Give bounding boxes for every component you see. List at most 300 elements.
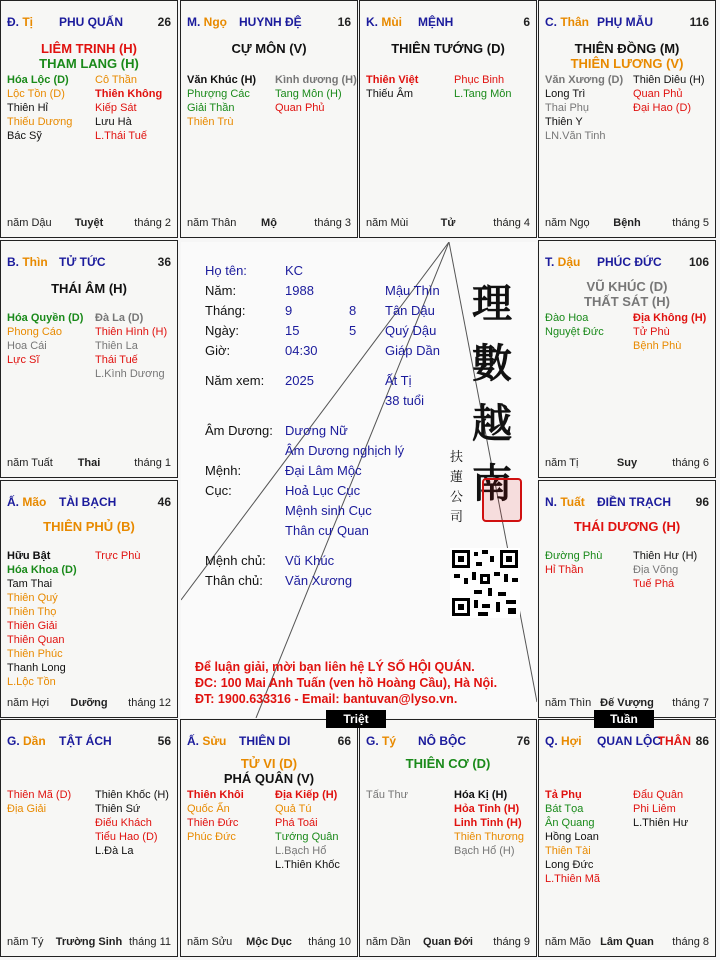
main-star: THIÊN LƯƠNG (V) bbox=[570, 56, 684, 71]
minor-star: L.Tang Môn bbox=[454, 88, 512, 100]
palace-branch bbox=[545, 734, 582, 748]
minor-star: Thái Tuế bbox=[95, 354, 138, 366]
minor-star: Linh Tinh (H) bbox=[454, 817, 522, 829]
year-can: Mậu Thìn bbox=[385, 283, 440, 298]
palace-year: năm Mão bbox=[545, 936, 591, 948]
palace-header bbox=[545, 734, 709, 750]
hour-label: Giờ: bbox=[205, 343, 231, 358]
palace-header bbox=[187, 15, 351, 31]
minor-star: Thiên Không bbox=[95, 88, 163, 100]
palace-month: tháng 6 bbox=[672, 457, 709, 469]
minor-star: Tam Thai bbox=[7, 578, 53, 590]
minor-star: Cô Thần bbox=[95, 74, 137, 86]
minor-star: L.Kình Dương bbox=[95, 368, 165, 380]
minor-star: Tang Môn (H) bbox=[275, 88, 342, 100]
palace-header bbox=[545, 15, 709, 31]
minor-stars-left bbox=[7, 549, 77, 689]
palace-name: PHỤ MẪU bbox=[597, 15, 653, 29]
than-chu-value: Văn Xương bbox=[285, 573, 353, 588]
minor-star: Đẩu Quân bbox=[633, 789, 684, 801]
day-lunar: 5 bbox=[349, 323, 357, 338]
triet-tag: Triệt bbox=[326, 710, 386, 728]
minor-star: Thiên Thọ bbox=[7, 606, 57, 618]
minor-star: Bác Sỹ bbox=[7, 130, 42, 142]
palace-branch bbox=[7, 495, 46, 509]
palace-stage: Dưỡng bbox=[70, 697, 108, 709]
palace-footer bbox=[187, 936, 351, 950]
minor-stars-right bbox=[95, 73, 162, 143]
palace-number: 76 bbox=[516, 734, 530, 748]
minor-stars-right bbox=[95, 549, 140, 563]
minor-star: Thiên Sứ bbox=[95, 803, 141, 815]
minor-star: Văn Khúc (H) bbox=[187, 74, 257, 86]
palace-month: tháng 4 bbox=[493, 217, 530, 229]
minor-star: Thiếu Dương bbox=[7, 116, 73, 128]
palace-header bbox=[7, 15, 171, 31]
palace-number: 116 bbox=[689, 15, 709, 29]
palace-number: 56 bbox=[157, 734, 171, 748]
palace-footer bbox=[545, 217, 709, 231]
branch-label: Đ. Tị bbox=[7, 15, 34, 29]
palace-branch bbox=[366, 15, 402, 29]
minor-stars-right bbox=[454, 73, 511, 101]
minor-star: Long Trì bbox=[545, 88, 586, 100]
cuc-value: Hoả Lục Cục bbox=[285, 483, 361, 498]
contact-line-3: ĐT: 1900.633316 - Email: bantuvan@lyso.vn. bbox=[195, 692, 458, 706]
palace-name: ĐIỀN TRẠCH bbox=[597, 495, 671, 509]
palace-header bbox=[7, 255, 171, 271]
minor-stars-left bbox=[187, 788, 244, 844]
minor-star: Trực Phù bbox=[95, 550, 141, 562]
minor-star: Kiếp Sát bbox=[95, 102, 137, 114]
menh-label: Mệnh: bbox=[205, 463, 242, 478]
palace-year: năm Tý bbox=[7, 936, 44, 948]
am-duong-note: Âm Dương nghịch lý bbox=[285, 443, 405, 458]
palace-branch bbox=[545, 15, 589, 29]
branch-label: G. Dần bbox=[7, 734, 46, 748]
palace-year: năm Hợi bbox=[7, 697, 50, 709]
palace-header bbox=[545, 255, 709, 271]
palace-footer bbox=[7, 217, 171, 231]
branch-label: Ấ. Mão bbox=[7, 495, 47, 509]
palace-month: tháng 1 bbox=[134, 457, 171, 469]
minor-star: Hoa Cái bbox=[7, 340, 47, 352]
minor-star: Tử Phù bbox=[633, 326, 670, 338]
palace-dan bbox=[0, 719, 178, 957]
minor-star: Hồng Loan bbox=[545, 831, 599, 843]
palace-suu bbox=[180, 719, 358, 957]
minor-star: L.Thiên Hư bbox=[633, 817, 689, 829]
main-star: THAM LANG (H) bbox=[39, 56, 139, 71]
minor-star: Nguyệt Đức bbox=[545, 326, 604, 338]
minor-star: Thiên Khôi bbox=[187, 789, 244, 801]
month-can: Tân Dậu bbox=[385, 303, 435, 318]
palace-stage: Quan Đới bbox=[423, 936, 473, 948]
palace-header bbox=[187, 734, 351, 750]
minor-star: Thiên Y bbox=[545, 116, 583, 128]
palace-year: năm Ngọ bbox=[545, 217, 590, 229]
main-star: THIÊN ĐỒNG (M) bbox=[574, 41, 680, 56]
branch-label: T. Dậu bbox=[545, 255, 581, 269]
main-star: LIÊM TRINH (H) bbox=[40, 41, 138, 56]
minor-star: Hữu Bật bbox=[7, 550, 51, 562]
palace-stage: Mộ bbox=[261, 217, 277, 229]
palace-stage: Thai bbox=[77, 457, 101, 469]
minor-star: Thiếu Âm bbox=[366, 88, 414, 100]
minor-star: Quốc Ấn bbox=[187, 803, 230, 815]
minor-star: Hóa Quyền (D) bbox=[7, 312, 84, 324]
minor-stars-left bbox=[7, 73, 72, 143]
main-star: PHÁ QUÂN (V) bbox=[223, 771, 315, 786]
minor-star: Hóa Khoa (D) bbox=[7, 564, 77, 576]
palace-number: 96 bbox=[695, 495, 709, 509]
minor-star: Thiên Quan bbox=[7, 634, 65, 646]
palace-stage: Tử bbox=[440, 217, 456, 229]
minor-star: Thiên Thương bbox=[454, 831, 525, 843]
palace-thin bbox=[0, 240, 178, 478]
palace-footer bbox=[7, 697, 171, 711]
minor-star: Quan Phủ bbox=[633, 88, 683, 100]
palace-branch bbox=[7, 255, 48, 269]
palace-ngo bbox=[180, 0, 358, 238]
branch-label: K. Mùi bbox=[366, 15, 403, 29]
main-star: TỬ VI (D) bbox=[240, 756, 298, 771]
minor-star: Bạch Hổ (H) bbox=[454, 845, 515, 857]
palace-number: 16 bbox=[337, 15, 351, 29]
minor-star: L.Thiên Mã bbox=[545, 873, 601, 885]
calligraphy-char-3: 越 bbox=[472, 400, 512, 447]
main-star: THIÊN CƠ (D) bbox=[405, 756, 491, 771]
minor-star: Văn Xương (D) bbox=[545, 74, 624, 86]
minor-star: Lộc Tồn (D) bbox=[7, 88, 65, 100]
palace-name: PHÚC ĐỨC bbox=[597, 255, 662, 269]
minor-stars-right bbox=[95, 788, 169, 858]
main-star: THẤT SÁT (H) bbox=[584, 294, 670, 309]
minor-star: Thiên Hình (H) bbox=[95, 326, 168, 338]
palace-header bbox=[7, 734, 171, 750]
minor-star: Lực Sĩ bbox=[7, 354, 40, 366]
minor-star: Thiên Hỉ bbox=[7, 102, 48, 114]
branch-label: Q. Hợi bbox=[545, 734, 582, 748]
minor-stars-left bbox=[545, 311, 604, 339]
palace-mui bbox=[359, 0, 537, 238]
palace-year: năm Mùi bbox=[366, 217, 409, 229]
palace-footer bbox=[7, 936, 171, 950]
day-can: Quý Dậu bbox=[385, 323, 437, 338]
minor-star: Tuế Phá bbox=[633, 578, 675, 590]
age: 38 tuổi bbox=[385, 393, 425, 408]
seal-char: 公 bbox=[450, 490, 464, 505]
hour-value: 04:30 bbox=[285, 343, 318, 358]
minor-star: Đào Hoa bbox=[545, 312, 589, 324]
minor-star: Thiên Diêu (H) bbox=[633, 74, 705, 86]
cuc-label: Cục: bbox=[205, 483, 232, 498]
palace-header bbox=[366, 15, 530, 31]
minor-star: Đường Phù bbox=[545, 550, 603, 562]
minor-star: Thai Phụ bbox=[545, 102, 590, 114]
seal-char: 蓮 bbox=[450, 470, 464, 485]
minor-star: Phúc Đức bbox=[187, 831, 236, 843]
minor-star: Hóa Lộc (D) bbox=[7, 74, 69, 86]
month-label: Tháng: bbox=[205, 303, 246, 318]
minor-stars-right bbox=[454, 788, 524, 858]
palace-name: PHU QUẤN bbox=[59, 15, 124, 29]
minor-star: Điếu Khách bbox=[95, 817, 152, 829]
palace-stage: Suy bbox=[616, 457, 638, 469]
palace-name: HUYNH ĐỆ bbox=[239, 15, 302, 29]
minor-star: Ân Quang bbox=[545, 817, 595, 829]
minor-stars-left bbox=[545, 549, 602, 577]
day-label: Ngày: bbox=[205, 323, 239, 338]
minor-star: Đại Hao (D) bbox=[633, 102, 692, 114]
palace-month: tháng 3 bbox=[314, 217, 351, 229]
palace-name: QUAN LỘC bbox=[597, 734, 661, 748]
minor-star: Lưu Hà bbox=[95, 116, 132, 128]
palace-footer bbox=[545, 697, 709, 711]
minor-stars-left bbox=[187, 73, 256, 129]
seal-char: 司 bbox=[450, 510, 464, 525]
palace-name: TẬT ÁCH bbox=[59, 734, 112, 748]
minor-star: L.Thiên Khốc bbox=[275, 859, 340, 871]
palace-ty bbox=[359, 719, 537, 957]
qr-code-icon[interactable] bbox=[450, 548, 520, 618]
palace-month: tháng 2 bbox=[134, 217, 171, 229]
palace-number: 6 bbox=[523, 15, 530, 29]
palace-name: MỆNH bbox=[418, 15, 454, 29]
minor-star: Thiên Hư (H) bbox=[633, 550, 698, 562]
palace-month: tháng 11 bbox=[128, 936, 171, 948]
palace-footer bbox=[366, 936, 530, 950]
am-duong-label: Âm Dương: bbox=[205, 423, 273, 438]
minor-stars-right bbox=[275, 73, 357, 115]
palace-year: năm Tuất bbox=[7, 457, 53, 469]
month-lunar: 8 bbox=[349, 303, 357, 318]
minor-star: Tiểu Hao (D) bbox=[95, 831, 158, 843]
minor-star: Thiên Việt bbox=[366, 74, 419, 86]
minor-star: Địa Không (H) bbox=[633, 312, 707, 324]
palace-branch bbox=[7, 734, 46, 748]
minor-star: Địa Võng bbox=[633, 564, 679, 576]
minor-star: Hỉ Thần bbox=[545, 564, 584, 576]
palace-name: NÔ BỘC bbox=[418, 734, 466, 748]
branch-label: Ấ. Sửu bbox=[187, 734, 227, 748]
year-label: Năm: bbox=[205, 283, 237, 298]
minor-star: Thiên Giải bbox=[7, 620, 58, 632]
palace-branch bbox=[545, 255, 580, 269]
name-value: KC bbox=[285, 263, 304, 278]
palace-name: THIÊN DI bbox=[239, 734, 291, 748]
calligraphy-char-2: 數 bbox=[472, 340, 512, 387]
minor-star: Hỏa Tinh (H) bbox=[454, 803, 520, 815]
minor-star: Quan Phủ bbox=[275, 102, 325, 114]
minor-star: Thiên La bbox=[95, 340, 138, 352]
main-star: THÁI DƯƠNG (H) bbox=[573, 519, 681, 534]
palace-number: 86 bbox=[695, 734, 709, 748]
menh-chu-label: Mệnh chủ: bbox=[205, 553, 266, 568]
branch-label: G. Tý bbox=[366, 734, 397, 748]
palace-month: tháng 7 bbox=[672, 697, 709, 709]
minor-star: L.Lộc Tồn bbox=[7, 676, 56, 688]
minor-star: Tướng Quân bbox=[275, 831, 339, 843]
minor-star: Phá Toái bbox=[275, 817, 318, 829]
am-duong-value: Dương Nữ bbox=[285, 423, 348, 438]
palace-branch bbox=[187, 15, 227, 29]
palace-stage: Đế Vượng bbox=[600, 697, 654, 709]
palace-month: tháng 8 bbox=[672, 936, 709, 948]
palace-name: TÀI BẠCH bbox=[59, 495, 117, 509]
minor-star: Địa Giải bbox=[7, 803, 47, 815]
minor-star: Thiên Trù bbox=[187, 116, 234, 128]
minor-star: Thiên Mã (D) bbox=[7, 789, 72, 801]
minor-stars-left bbox=[545, 73, 623, 143]
palace-month: tháng 10 bbox=[308, 936, 351, 948]
palace-footer bbox=[545, 936, 709, 950]
palace-header bbox=[7, 495, 171, 511]
palace-ti bbox=[0, 0, 178, 238]
minor-star: Thiên Đức bbox=[187, 817, 239, 829]
palace-than bbox=[538, 0, 716, 238]
minor-star: Hóa Kị (H) bbox=[454, 789, 508, 801]
palace-stage: Tuyệt bbox=[74, 217, 104, 229]
contact-line-1: Để luận giải, mời bạn liên hệ LÝ SỐ HỘI QUÁN. bbox=[195, 660, 475, 674]
than-marker: THÂN bbox=[657, 734, 691, 748]
minor-star: Thiên Tài bbox=[545, 845, 591, 857]
palace-number: 66 bbox=[337, 734, 351, 748]
palace-year: năm Dậu bbox=[7, 217, 52, 229]
minor-stars-right bbox=[633, 73, 705, 115]
minor-stars-right bbox=[633, 311, 706, 353]
minor-star: Tấu Thư bbox=[366, 789, 409, 801]
main-star: THIÊN TƯỚNG (D) bbox=[391, 41, 505, 56]
minor-star: Bệnh Phù bbox=[633, 340, 682, 352]
menh-chu-value: Vũ Khúc bbox=[285, 553, 335, 568]
minor-star: L.Đà La bbox=[95, 845, 134, 857]
palace-month: tháng 9 bbox=[493, 936, 530, 948]
minor-stars-left bbox=[7, 311, 83, 367]
palace-number: 46 bbox=[157, 495, 171, 509]
palace-number: 36 bbox=[157, 255, 171, 269]
year-value: 1988 bbox=[285, 283, 314, 298]
month-value: 9 bbox=[285, 303, 293, 318]
palace-month: tháng 12 bbox=[128, 697, 171, 709]
minor-stars-left bbox=[366, 73, 418, 101]
minor-star: Quả Tú bbox=[275, 803, 312, 815]
minor-star: Phong Cáo bbox=[7, 326, 63, 338]
minor-star: Phượng Các bbox=[187, 88, 250, 100]
palace-stage: Mộc Dục bbox=[246, 936, 292, 948]
minor-stars-right bbox=[275, 788, 340, 872]
minor-stars-left bbox=[545, 788, 600, 886]
branch-label: B. Thìn bbox=[7, 255, 48, 269]
branch-label: C. Thân bbox=[545, 15, 590, 29]
minor-star: Thiên Quý bbox=[7, 592, 58, 604]
minor-stars-left bbox=[366, 788, 408, 802]
red-seal-icon bbox=[482, 478, 522, 522]
branch-label: N. Tuất bbox=[545, 495, 585, 509]
minor-star: L.Thái Tuế bbox=[95, 130, 147, 142]
minor-star: Thiên Khốc (H) bbox=[95, 789, 169, 801]
minor-star: LN.Văn Tinh bbox=[545, 130, 606, 142]
view-year-value: 2025 bbox=[285, 373, 314, 388]
menh-value: Đại Lâm Mộc bbox=[285, 463, 362, 478]
palace-stage: Trường Sinh bbox=[55, 936, 123, 948]
contact-line-2: ĐC: 100 Mai Anh Tuấn (ven hồ Hoàng Cầu), Hà Nội. bbox=[195, 676, 498, 690]
palace-year: năm Sửu bbox=[187, 936, 233, 948]
main-star: CỰ MÔN (V) bbox=[231, 41, 307, 56]
palace-header bbox=[545, 495, 709, 511]
palace-branch bbox=[366, 734, 396, 748]
cuc-note-2: Thân cư Quan bbox=[285, 523, 369, 538]
cuc-note-1: Mệnh sinh Cục bbox=[285, 503, 372, 518]
palace-branch bbox=[545, 495, 585, 509]
minor-stars-right bbox=[633, 549, 697, 591]
minor-star: Địa Kiếp (H) bbox=[275, 789, 338, 801]
minor-stars-left bbox=[7, 788, 71, 816]
name-label: Họ tên: bbox=[205, 263, 247, 278]
minor-star: Bát Tọa bbox=[545, 803, 584, 815]
palace-footer bbox=[366, 217, 530, 231]
palace-year: năm Thân bbox=[187, 217, 237, 229]
palace-stage: Lâm Quan bbox=[600, 936, 654, 948]
palace-branch bbox=[7, 15, 33, 29]
minor-star: L.Bạch Hổ bbox=[275, 845, 327, 857]
palace-year: năm Dần bbox=[366, 936, 411, 948]
minor-star: Phi Liêm bbox=[633, 803, 676, 815]
minor-star: Thanh Long bbox=[7, 662, 66, 674]
minor-star: Long Đức bbox=[545, 859, 594, 871]
minor-star: Thiên Phúc bbox=[7, 648, 63, 660]
view-year-can: Ất Tị bbox=[385, 373, 412, 388]
palace-year: năm Tị bbox=[545, 457, 579, 469]
palace-header bbox=[366, 734, 530, 750]
palace-month: tháng 5 bbox=[672, 217, 709, 229]
palace-footer bbox=[545, 457, 709, 471]
calligraphy-char-4: 南 bbox=[472, 460, 512, 507]
minor-star: Giải Thần bbox=[187, 102, 235, 114]
minor-star: Đà La (D) bbox=[95, 312, 144, 324]
palace-number: 26 bbox=[157, 15, 171, 29]
main-star: THIÊN PHỦ (B) bbox=[43, 519, 135, 534]
palace-branch bbox=[187, 734, 226, 748]
palace-mao bbox=[0, 480, 178, 718]
minor-stars-right bbox=[95, 311, 167, 381]
company-chars bbox=[450, 448, 464, 528]
calligraphy-char-1: 理 bbox=[472, 280, 512, 327]
main-star: THÁI ÂM (H) bbox=[51, 281, 127, 296]
tuan-tag: Tuần bbox=[594, 710, 654, 728]
view-year-label: Năm xem: bbox=[205, 373, 265, 388]
palace-dau bbox=[538, 240, 716, 478]
minor-star: Tả Phụ bbox=[545, 789, 582, 801]
seal-char: 扶 bbox=[450, 450, 464, 465]
palace-tuat bbox=[538, 480, 716, 718]
palace-name: TỬ TỨC bbox=[59, 255, 106, 269]
minor-stars-right bbox=[633, 788, 688, 830]
palace-stage: Bệnh bbox=[613, 217, 641, 229]
than-chu-label: Thân chủ: bbox=[205, 573, 263, 588]
palace-footer bbox=[187, 217, 351, 231]
minor-star: Phục Binh bbox=[454, 74, 505, 86]
hour-can: Giáp Dần bbox=[385, 343, 440, 358]
palace-footer bbox=[7, 457, 171, 471]
branch-label: M. Ngọ bbox=[187, 15, 227, 29]
palace-year: năm Thìn bbox=[545, 697, 592, 709]
day-value: 15 bbox=[285, 323, 300, 338]
palace-hoi bbox=[538, 719, 716, 957]
minor-star: Kình dương (H) bbox=[275, 74, 357, 86]
palace-number: 106 bbox=[688, 255, 709, 269]
main-star: VŨ KHÚC (D) bbox=[586, 279, 668, 294]
